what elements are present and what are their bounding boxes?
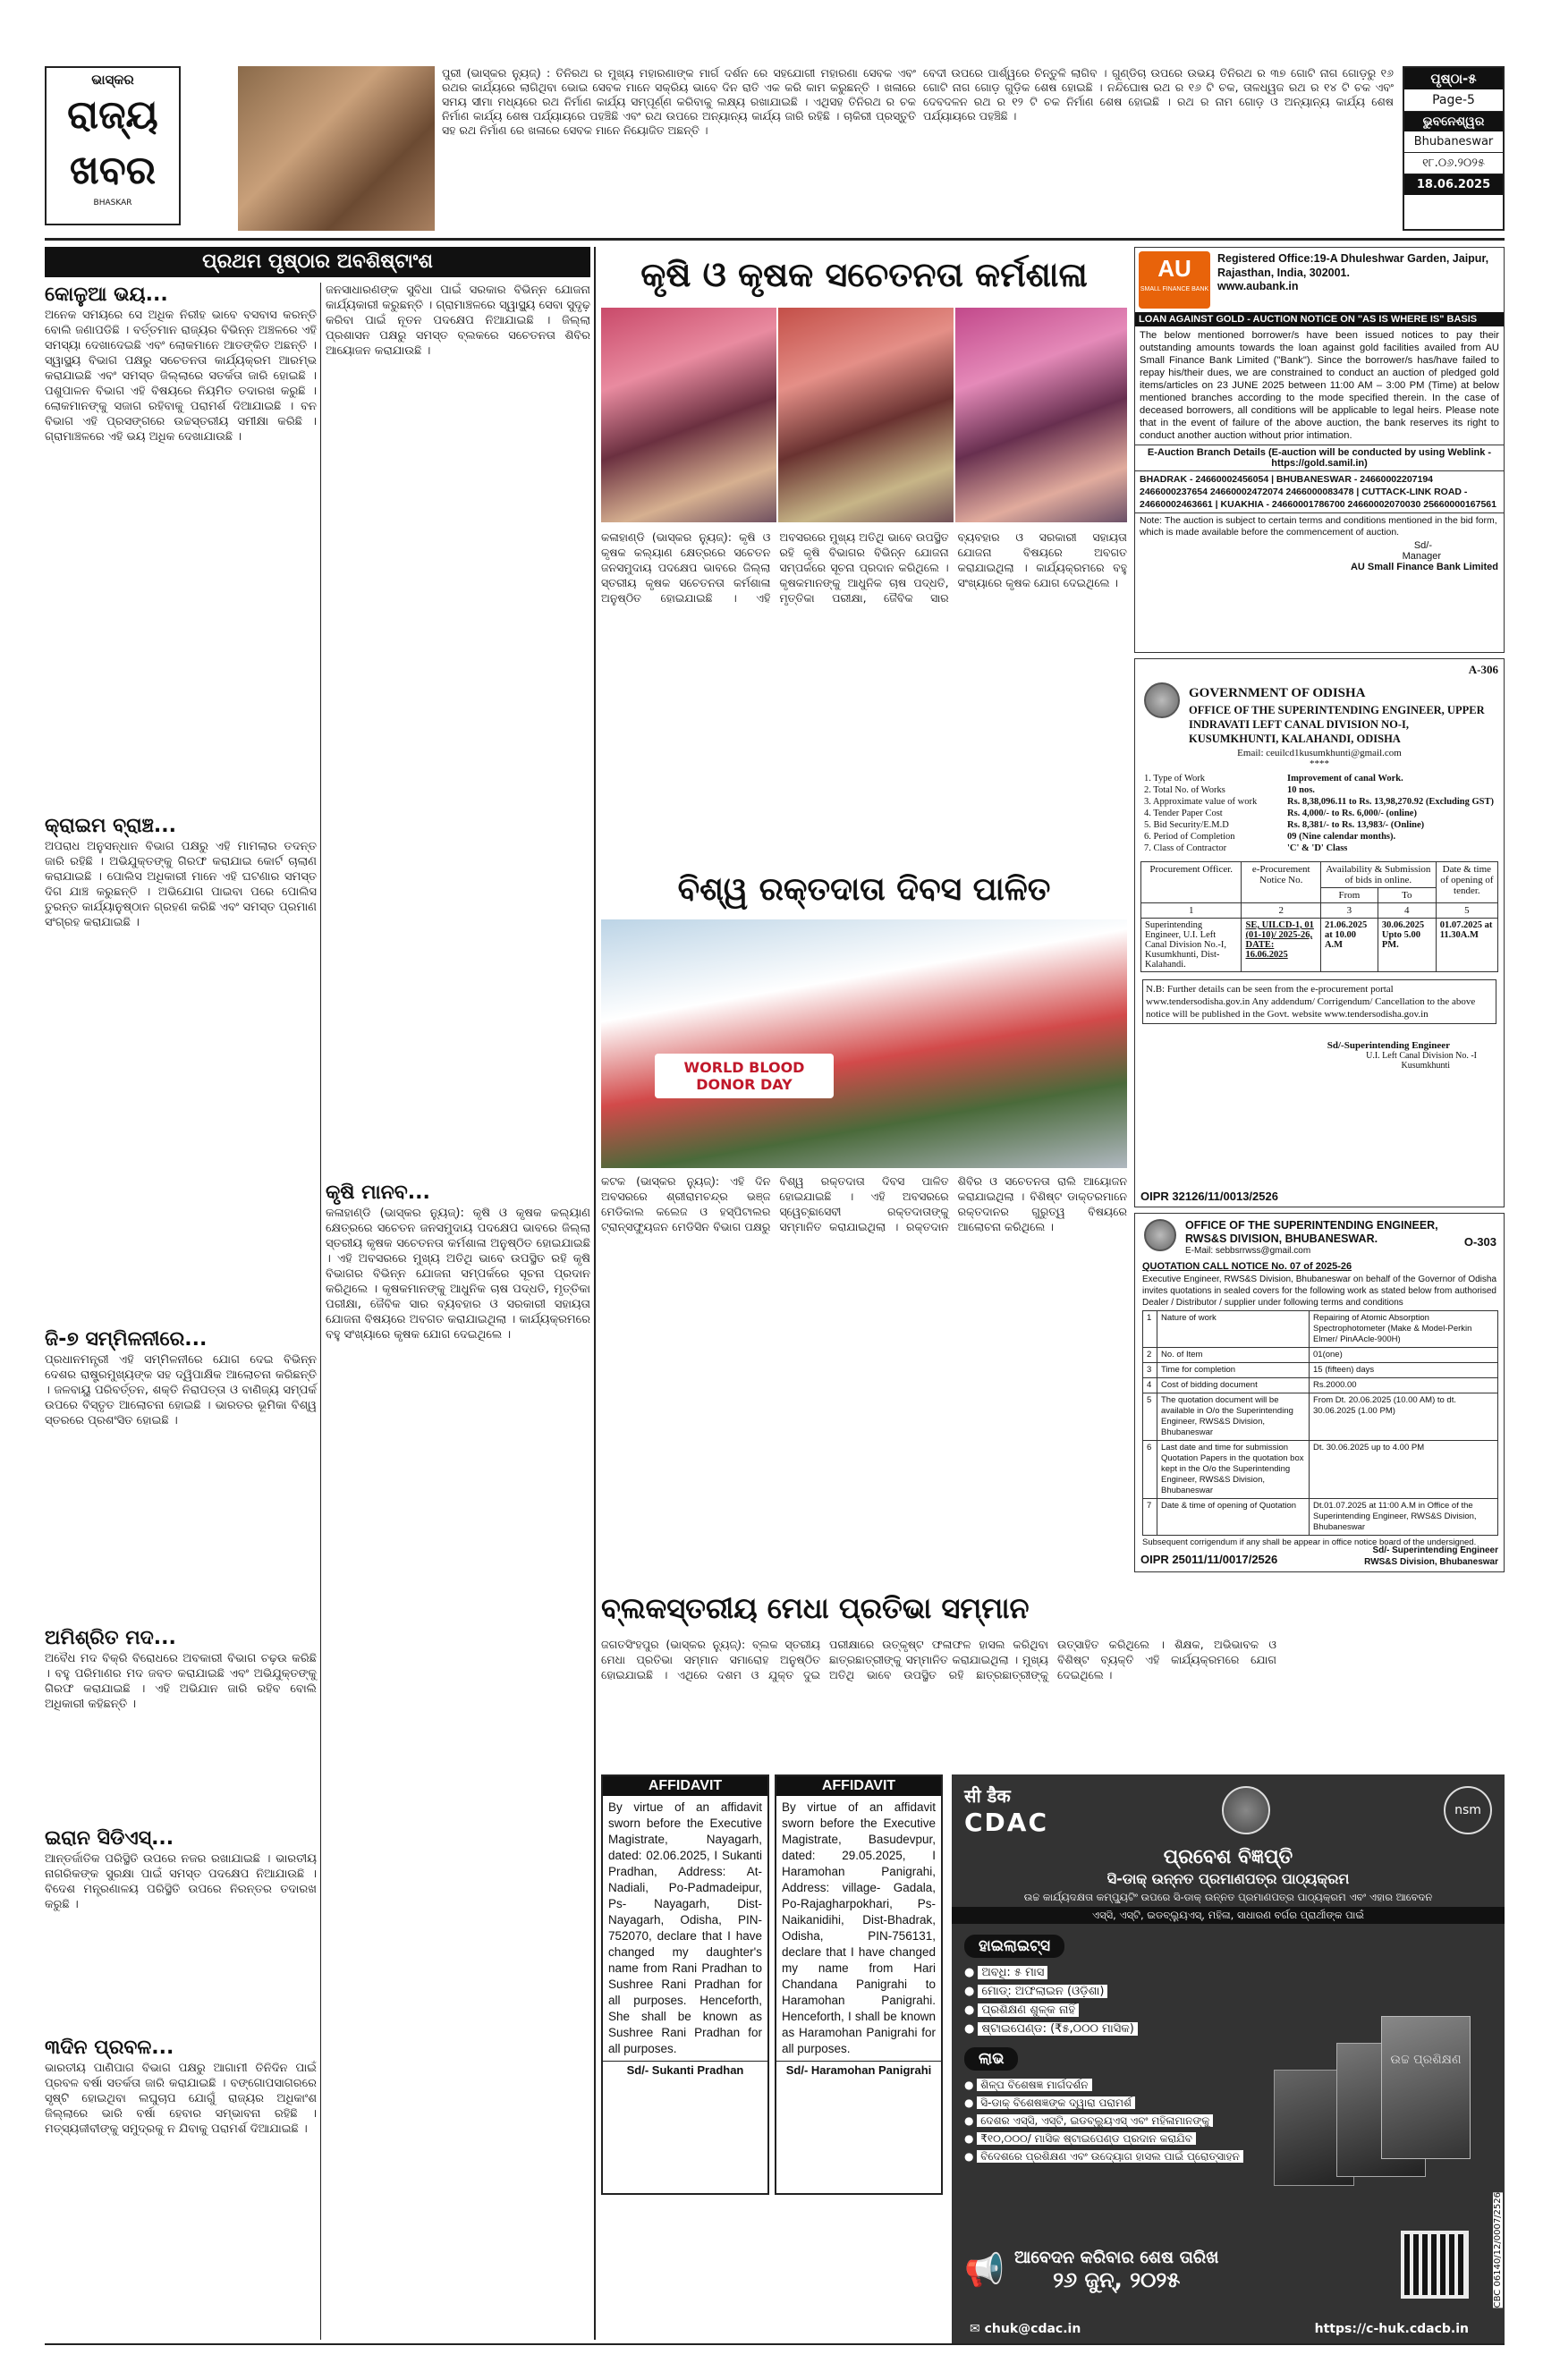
cdac-title: ପ୍ରବେଶ ବିଜ୍ଞପ୍ତି <box>1163 1846 1293 1868</box>
odisha-oipr: OIPR 32126/11/0013/2526 <box>1140 1190 1278 1203</box>
th-notice: e-Procurement Notice No. <box>1242 862 1320 903</box>
odisha-item-label: 2. Total No. of Works <box>1144 785 1225 795</box>
rwss-code: O-303 <box>1463 1235 1496 1249</box>
rwss-cell: 6 <box>1143 1441 1157 1499</box>
section-body: ଆନ୍ତର୍ଜାତିକ ପରିସ୍ଥିତି ଉପରେ ନଜର ରଖାଯାଇଛି । ଭାରତୀୟ ନାଗରିକଙ୍କ ସୁରକ୍ଷା ପାଇଁ ସମସ୍ତ ପଦକ୍ଷେପ ନିଆଯାଉଛି । ବିଦେଶ ମନ୍ତ୍ରଣାଳୟ ପରିସ୍ଥିତି ଉପରେ ନିରନ୍ତର ତଦାରଖ କରୁଛି । <box>45 1852 317 1911</box>
section-title: କୋଳୁଆ ଭୟ... <box>45 284 168 306</box>
deadline-date: ୨୬ ଜୁନ୍, ୨୦୨୫ <box>1053 2267 1181 2292</box>
section-2 <box>45 814 317 1322</box>
section-title: ଜି-୭ ସମ୍ମିଳନୀରେ... <box>45 1328 208 1351</box>
odisha-stars: **** <box>1310 758 1329 769</box>
highlight-text: ପ୍ରଶିକ୍ଷଣ ଶୁଳ୍କ ନାହିଁ <box>978 2003 1079 2017</box>
medha-body: ଜଗତସିଂହପୁର (ଭାସ୍କର ନ୍ୟୁଜ୍): ବ୍ଲକ ସ୍ତରୀୟ ମେଧା ପ୍ରତିଭା ସମ୍ମାନ ସମାରୋହ ଅନୁଷ୍ଠିତ ହୋଇଯାଇଛି । ଏଥିରେ ଦଶମ ଓ ଯୁକ୍ତ ଦୁଇ ପରୀକ୍ଷାରେ ଉତ୍କୃଷ୍ଟ ଫଳାଫଳ ହାସଲ କରିଥିବା ଛାତ୍ରଛାତ୍ରୀଙ୍କୁ ସମ୍ମାନିତ କରାଯାଇଥିଲା । ମୁଖ୍ୟ ଅତିଥି ଭାବେ ଉପସ୍ଥିତ ରହି ଛାତ୍ରଛାତ୍ରୀଙ୍କୁ ଉତ୍ସାହିତ କରିଥିଲେ । ଶିକ୍ଷକ, ଅଭିଭାବକ ଓ ବିଶିଷ୍ଟ ବ୍ୟକ୍ତି ଏହି କାର୍ଯ୍ୟକ୍ରମରେ ଯୋଗ ଦେଇଥିଲେ । <box>601 1638 1276 1681</box>
au-body: The below mentioned borrower/s have been issued notices to pay their outstanding amounts towards the loan against gold facilities availed from AU Small Finance Bank Limited ("Bank"). Since the borrower/s has/have failed to repay his/their dues, we are constrained to conduct an auction of pledged gold items/articles on 23 JUNE 2025 between 11:00 AM – 3:00 PM (Time) at below mentioned branches according to the mode specified therein. In the case of deceased borrowers, all conditions will be applicable to legal heirs. Please note that in the event of failure of the above auction, the bank reserves its right to conduct another auction without prior intimation. <box>1140 330 1499 441</box>
logo-main: ରାଜ୍ୟ ଖବର <box>67 92 158 193</box>
au-logo-sub: SMALL FINANCE BANK <box>1140 286 1209 292</box>
section-body: ଅପରାଧ ଅନୁସନ୍ଧାନ ବିଭାଗ ପକ୍ଷରୁ ଏହି ମାମଲାର ତଦନ୍ତ ଜାରି ରହିଛି । ଅଭିଯୁକ୍ତଙ୍କୁ ଗିରଫ କରାଯାଇ କୋର୍ଟ ଚାଲାଣ କରାଯାଇଛି । ପୋଲିସ ଅଧିକାରୀ ମାନେ ଏହି ଘଟଣାର ସମସ୍ତ ଦିଗ ଯାଞ୍ଚ କରୁଛନ୍ତି । ଅଭିଯୋଗ ପାଇବା ପରେ ପୋଲିସ ତୁରନ୍ତ କାର୍ଯ୍ୟାନୁଷ୍ଠାନ ଗ୍ରହଣ କରିଛି ଏବଂ ସମସ୍ତ ପ୍ରମାଣ ସଂଗ୍ରହ କରାଯାଇଛି । <box>45 840 317 929</box>
rwss-row <box>1143 1311 1498 1348</box>
cdac-logo <box>964 1783 1048 1837</box>
highlight-item: ● ପ୍ରଶିକ୍ଷଣ ଶୁଳ୍କ ନାହିଁ <box>964 2001 1224 2020</box>
odisha-item-label: 4. Tender Paper Cost <box>1144 809 1223 818</box>
benefit-text: ଦେଶର ଏସ୍‌ସି, ଏସ୍‌ଟି, ଇଡବ୍ଲ୍ୟୁଏସ୍ ଏବଂ ମହିଳାମାନଙ୍କୁ <box>977 2114 1213 2127</box>
email-text: chuk@cdac.in <box>984 2322 1081 2336</box>
rwss-cell: Repairing of Atomic Absorption Spectrophotometer (Make & Model-Perkin Elmer/ PinAAcle-900H) <box>1310 1311 1498 1348</box>
au-bank-notice <box>1134 247 1505 653</box>
notice-code: A-306 <box>1468 663 1498 676</box>
rwss-email: E-Mail: sebbsrrwss@gmail.com <box>1185 1246 1311 1256</box>
section-1 <box>45 283 317 809</box>
odisha-tender-notice <box>1134 658 1505 1207</box>
cdac-sub1: ସି-ଡାକ୍ ଉନ୍ନତ ପ୍ରମାଣପତ୍ର ପାଠ୍ୟକ୍ରମ <box>1106 1870 1350 1887</box>
section-body: ପ୍ରଧାନମନ୍ତ୍ରୀ ଏହି ସମ୍ମିଳନୀରେ ଯୋଗ ଦେଇ ବିଭିନ୍ନ ଦେଶର ରାଷ୍ଟ୍ରମୁଖ୍ୟଙ୍କ ସହ ଦ୍ୱିପାକ୍ଷିକ ଆଲୋଚନା କରିଛନ୍ତି । ଜଳବାୟୁ ପରିବର୍ତ୍ତନ, ଶକ୍ତି ନିରାପତ୍ତା ଓ ବାଣିଜ୍ୟ ସମ୍ପର୍କ ଉପରେ ବିସ୍ତୃତ ଆଲୋଚନା ହୋଇଛି । ଭାରତର ଭୂମିକା ବିଶ୍ୱ ସ୍ତରରେ ପ୍ରଶଂସିତ ହୋଇଛି । <box>45 1353 317 1427</box>
benefit-text: ବିଦେଶରେ ପ୍ରଶିକ୍ଷଣ ଏବଂ ଉଦ୍ୟୋଗ ହାସଲ ପାଇଁ ପ୍ରୋତ୍ସାହନ <box>977 2150 1243 2163</box>
section-3 <box>45 1327 317 1621</box>
date-odia: ୧୮.୦୬.୨୦୨୫ <box>1404 153 1503 174</box>
section-title: କ୍ରାଇମ ବ୍ରାଞ୍ଚ... <box>45 815 176 837</box>
section-body: ଭାରତୀୟ ପାଣିପାଗ ବିଭାଗ ପକ୍ଷରୁ ଆଗାମୀ ତିନିଦିନ ପାଇଁ ପ୍ରବଳ ବର୍ଷା ସତର୍କତା ଜାରି କରାଯାଇଛି । ବଙ୍ଗୋପସାଗରରେ ସୃଷ୍ଟି ହୋଇଥିବା ଲଘୁଚାପ ଯୋଗୁଁ ରାଜ୍ୟର ଅଧିକାଂଶ ଜିଲ୍ଲାରେ ଭାରି ବର୍ଷା ହେବାର ସମ୍ଭାବନା ରହିଛି । ମତ୍ସ୍ୟଜୀବୀଙ୍କୁ ସମୁଦ୍ରକୁ ନ ଯିବାକୁ ପରାମର୍ଶ ଦିଆଯାଇଛି । <box>45 2062 317 2136</box>
top-story: ପୁରୀ (ଭାସ୍କର ନ୍ୟୁଜ୍) : ତିନିରଥ ର ମୁଖ୍ୟ ମହାରଣାଙ୍କ ମାର୍ଗ ଦର୍ଶନ ରେ ସହଯୋଗୀ ମହାରଣା ସେବକ ଏବଂ ରଥର କାର୍ଯ୍ୟରେ ଲାଗିଥିବା ଭୋଇ ସେବକ ମାନେ ସକ୍ରିୟ ଭାବେ ଦିନ ରାତି ଏକ କରି କାମ କରୁଛନ୍ତି । ଖଳାରେ ସମୟ ସୀମା ମଧ୍ୟରେ ରଥ ନିର୍ମାଣ କାର୍ଯ୍ୟ ସମ୍ପୂର୍ଣ୍ଣ କରିବାକୁ ଲକ୍ଷ୍ୟ ରଖାଯାଇଛି । ଏଥିସହ ତିନିରଥ ର ଚକ ନିର୍ମାଣ କାର୍ଯ୍ୟ ଶେଷ ପର୍ଯ୍ୟାୟରେ ପହଞ୍ଚିଛି ଏବଂ ରଥ ଉପରେ ଅନ୍ୟାନ୍ୟ କାର୍ଯ୍ୟ ଜାରି ରହିଛି । ଚାକିରୀ ପ୍ରସ୍ତୁତି ସହ ରଥ ନିର୍ମାଣ ରେ ଖଳାରେ ସେବକ ମାନେ ନିୟୋଜିତ ଅଛନ୍ତି । <box>442 66 916 137</box>
odisha-item-row <box>1144 784 1495 796</box>
row-notice: SE, UILCD-1, 01 (01-10)/ 2025-26, DATE: 16.06.2025 <box>1242 919 1320 972</box>
odisha-item-value: Rs. 4,000/- to Rs. 6,000/- (online) <box>1287 809 1417 818</box>
col2-text-b: କଳାହାଣ୍ଡି (ଭାସ୍କର ନ୍ୟୁଜ୍): କୃଷି ଓ କୃଷକ କଲ୍ୟାଣ କ୍ଷେତ୍ରରେ ସଚେତନ ଜନସମୁଦାୟ ପଦକ୍ଷେପ ଭାବରେ ଜିଲ୍ଲା ସ୍ତରୀୟ କୃଷକ ସଚେତନତା କର୍ମଶାଳା ଅନୁଷ୍ଠିତ ହୋଇଯାଇଛି । ଏହି ଅବସରରେ ମୁଖ୍ୟ ଅତିଥି ଭାବେ ଉପସ୍ଥିତ ରହି କୃଷି ବିଭାଗର ବିଭିନ୍ନ ଯୋଜନା ସମ୍ପର୍କରେ ସୂଚନା ପ୍ରଦାନ କରିଥିଲେ । କୃଷକମାନଙ୍କୁ ଆଧୁନିକ ଚାଷ ପଦ୍ଧତି, ମୃତ୍ତିକା ପରୀକ୍ଷା, ଜୈବିକ ସାର ବ୍ୟବହାର ଓ ସରକାରୀ ସହାୟତା ଯୋଜନା ବିଷୟରେ ଅବଗତ କରାଯାଇଥିଲା । କାର୍ଯ୍ୟକ୍ରମରେ ବହୁ ସଂଖ୍ୟାରେ କୃଷକ ଯୋଗ ଦେଇଥିଲେ । <box>326 1207 590 1342</box>
benefit-text: ଶିଳ୍ପ ବିଶେଷଜ୍ଞ ମାର୍ଗଦର୍ଶନ <box>977 2079 1091 2091</box>
au-logo <box>1139 251 1210 309</box>
section-title: ଇରାନ ସିଡିଏସ୍... <box>45 1827 174 1850</box>
highlights-title: ହାଇଲାଇଟ୍ସ <box>964 1935 1064 1958</box>
cdac-logo-hindi: सी डैक <box>964 1785 1011 1807</box>
middle-left-column <box>326 283 590 2340</box>
logo-top: ଭାସ୍କର <box>91 72 134 88</box>
nsm-logo: nsm <box>1444 1786 1492 1834</box>
odisha-item-value: Improvement of canal Work. <box>1287 774 1403 783</box>
rwss-cell: Dt. 30.06.2025 up to 4.00 PM <box>1310 1441 1498 1499</box>
rwss-cell: 2 <box>1143 1348 1157 1363</box>
book-label: ଉଚ୍ଚ ପ୍ରଶିକ୍ଷଣ <box>1381 2016 1471 2159</box>
highlight-item: ● ଷ୍ଟାଇପେଣ୍ଡ: (₹୫,୦୦୦ ମାସିକ) <box>964 2020 1224 2038</box>
highlight-item: ● ମୋଡ୍: ଅଫଲାଇନ (ଓଡ଼ିଶା) <box>964 1982 1224 2001</box>
rwss-office: OFFICE OF THE SUPERINTENDING ENGINEER, RWS&S DIVISION, BHUBANESWAR. <box>1185 1219 1438 1245</box>
highlight-item: ● ଅବଧି: ୫ ମାସ <box>964 1963 1224 1982</box>
rwss-cell: Date & time of opening of Quotation <box>1157 1499 1310 1536</box>
au-web: www.aubank.in <box>1217 280 1299 292</box>
th-officer: Procurement Officer. <box>1141 862 1242 903</box>
odisha-item-label: 6. Period of Completion <box>1144 832 1235 842</box>
rwss-cell: 5 <box>1143 1393 1157 1441</box>
blood-body: କଟକ (ଭାସ୍କର ନ୍ୟୁଜ୍): ଏହି ଦିନ ଅବସରରେ ଶ୍ରୀରାମଚନ୍ଦ୍ର ଭଞ୍ଜ ମେଡିକାଲ କଲେଜ ଓ ହସ୍ପିଟାଲର ଟ୍ରାନ୍ସଫ୍ୟୁଜନ ମେଡିସିନ ବିଭାଗ ପକ୍ଷରୁ ବିଶ୍ୱ ରକ୍ତଦାତା ଦିବସ ପାଳିତ ହୋଇଯାଇଛି । ଏହି ଅବସରରେ ସ୍ୱେଚ୍ଛାସେବୀ ରକ୍ତଦାତାଙ୍କୁ ସମ୍ମାନିତ କରାଯାଇଥିଲା । ରକ୍ତଦାନ ଶିବିର ଓ ସଚେତନତା ରାଲି ଆୟୋଜନ କରାଯାଇଥିଲା । ବିଶିଷ୍ଟ ଡାକ୍ତରମାନେ ରକ୍ତଦାନର ଗୁରୁତ୍ୱ ବିଷୟରେ ଆଲୋଚନା କରିଥିଲେ । <box>601 1174 1127 1233</box>
th-from: From <box>1320 888 1378 903</box>
highlights-list <box>964 1963 1224 2038</box>
cdac-sub2: ଉଚ୍ଚ କାର୍ଯ୍ୟଦକ୍ଷତା କମ୍ପ୍ୟୁଟିଂ ଉପରେ ସି-ଡାକ୍ ଉନ୍ନତ ପ୍ରମାଣପତ୍ର ପାଠ୍ୟକ୍ରମ ଏବଂ ଏହାର ଆବେଦନ <box>1023 1891 1433 1903</box>
odisha-item-label: 7. Class of Contractor <box>1144 843 1227 853</box>
cdac-logo-text: CDAC <box>964 1808 1049 1837</box>
rwss-cell: Rs.2000.00 <box>1310 1378 1498 1393</box>
th-opening: Date & time of opening of tender. <box>1436 862 1497 903</box>
rwss-sd2: RWS&S Division, Bhubaneswar <box>1364 1557 1498 1567</box>
th-to: To <box>1378 888 1436 903</box>
col2-text: ଜନସାଧାରଣଙ୍କ ସୁବିଧା ପାଇଁ ସରକାର ବିଭିନ୍ନ ଯୋଜନା କାର୍ଯ୍ୟକାରୀ କରୁଛନ୍ତି । ଗ୍ରାମାଞ୍ଚଳରେ ସ୍ୱାସ୍ଥ୍ୟ ସେବା ସୁଦୃଢ଼ କରିବା ପାଇଁ ନୂତନ ପଦକ୍ଷେପ ନିଆଯାଇଛି । ଜିଲ୍ଲା ପ୍ରଶାସନ ପକ୍ଷରୁ ସମସ୍ତ ବ୍ଲକରେ ସଚେତନତା ଶିବିର ଆୟୋଜନ କରାଯାଉଛି । <box>326 284 590 358</box>
au-branches: BHADRAK - 2466000245605​4 | BHUBANESWAR - 2466000220719​4 2466000237654 2466000247207​4 2466000083478 | CUTTACK-LINK ROAD - 2466000246366​1 | KUAKHIA - 2466000178670​0 2466000207003​0 2566000016756​1 <box>1140 474 1496 510</box>
section-body: ଅବୈଧ ମଦ ବିକ୍ରି ବିରୋଧରେ ଅବକାରୀ ବିଭାଗ ଚଢ଼ଉ କରିଛି । ବହୁ ପରିମାଣର ମଦ ଜବତ କରାଯାଇଛି ଏବଂ ଅଭିଯୁକ୍ତଙ୍କୁ ଗିରଫ କରାଯାଇଛି । ଏହି ଅଭିଯାନ ଜାରି ରହିବ ବୋଲି ଅଧିକାରୀ କହିଛନ୍ତି । <box>45 1652 317 1711</box>
rwss-cell: From Dt. 20.06.2025 (10.00 AM) to dt. 30.06.2025 (1.00 PM) <box>1310 1393 1498 1441</box>
odisha-emblem <box>1144 682 1180 718</box>
krishi-photo-3 <box>955 308 1127 522</box>
benefits-list <box>964 2076 1259 2165</box>
au-logo-text: AU <box>1157 255 1191 282</box>
num-2: 2 <box>1242 903 1320 919</box>
deadline-box <box>964 2235 1358 2305</box>
odisha-item-value: 10 nos. <box>1287 785 1315 795</box>
blood-banner: WORLD BLOOD DONOR DAY <box>655 1054 834 1098</box>
affidavit-body: By virtue of an affidavit sworn before the Executive Magistrate, Nayagarh, dated: 02.06.2025, I Sukanti Pradhan, Address: At-Nadiali, Po-Padmadeipur, Ps- Nayagarh, Dist-Nayagarh, Odisha, PIN-752070, declare that I have changed my daughter's name from Rani Pradhan to Sushree Rani Pradhan for all purposes. Henceforth, She shall be known as Sushree Rani Pradhan for all purposes. <box>608 1800 762 2055</box>
affidavit-sign: Sd/- Sukanti Pradhan <box>603 2061 767 2079</box>
odisha-item-value: 09 (Nine calendar months). <box>1287 832 1396 842</box>
highlight-text: ମୋଡ୍: ଅଫଲାଇନ (ଓଡ଼ିଶା) <box>978 1985 1107 1998</box>
au-reg: Registered Office:19-A Dhuleshwar Garden, Jaipur, Rajasthan, India, 302001. <box>1217 252 1489 279</box>
qr-code <box>1401 2231 1469 2299</box>
highlight-text: ଷ୍ଟାଇପେଣ୍ଡ: (₹୫,୦୦୦ ମାସିକ) <box>978 2022 1137 2036</box>
city-en: Bhubaneswar <box>1404 131 1503 153</box>
cdac-sub3: ଏସ୍‌ସି, ଏସ୍‌ଟି, ଇଡବ୍ଲ୍ୟୁଏସ୍, ମହିଳା, ସାଧାରଣ ବର୍ଗର ପ୍ରାର୍ଥୀଙ୍କ ପାଇଁ <box>952 1907 1505 1924</box>
row-from: 21.06.2025 at 10.00 A.M <box>1320 919 1378 972</box>
rwss-cell: 15 (fifteen) days <box>1310 1363 1498 1378</box>
affidavit-head: AFFIDAVIT <box>603 1776 767 1796</box>
date-en: 18.06.2025 <box>1404 174 1503 195</box>
section-6 <box>45 2036 317 2293</box>
odisha-email: Email: ceuilcd1kusumkhunti@gmail.com <box>1237 748 1402 758</box>
rwss-cell: No. of Item <box>1157 1348 1310 1363</box>
au-head: LOAN AGAINST GOLD - AUCTION NOTICE ON "AS IS WHERE IS" BASIS <box>1135 312 1504 326</box>
rwss-row <box>1143 1499 1498 1536</box>
rwss-cell: 1 <box>1143 1311 1157 1348</box>
rwss-cell: The quotation document will be available in O/o the Superintending Engineer, RWS&S Division, Bhubaneswar <box>1157 1393 1310 1441</box>
page-odia: ପୃଷ୍ଠା-୫ <box>1404 68 1503 89</box>
cdac-email[interactable]: ✉ chuk@cdac.in <box>970 2322 1081 2336</box>
odisha-sd: Sd/-Superintending Engineer <box>1327 1040 1450 1051</box>
odisha-item-label: 3. Approximate value of work <box>1144 797 1258 807</box>
medha-title: ବ୍ଲକସ୍ତରୀୟ ମେଧା ପ୍ରତିଭା ସମ୍ମାନ <box>601 1591 1030 1625</box>
odisha-items <box>1135 769 1504 854</box>
rwss-notice <box>1134 1213 1505 1572</box>
num-1: 1 <box>1141 903 1242 919</box>
benefit-item: ● ₹୧୦,୦୦୦/ ମାସିକ ଷ୍ଟାଇପେଣ୍ଡ ପ୍ରଦାନ କରାଯିବ <box>964 2130 1259 2147</box>
rwss-table <box>1142 1310 1498 1536</box>
city-odia: ଭୁବନେଶ୍ୱର <box>1404 112 1503 131</box>
num-3: 3 <box>1320 903 1378 919</box>
blood-title: ବିଶ୍ୱ ରକ୍ତଦାତା ଦିବସ ପାଳିତ <box>677 871 1051 908</box>
section-4 <box>45 1626 317 1821</box>
benefits-title: ଲାଭ <box>964 2047 1018 2071</box>
rwss-cell: Last date and time for submission Quotation Papers in the quotation box kept in the O/o the Superintending Engineer, RWS&S Division, Bhubaneswar <box>1157 1441 1310 1499</box>
section-body: ଅନେକ ସମୟରେ ସେ ଅଧିକ ନିରୀହ ଭାବେ ବସବାସ କରନ୍ତି ବୋଲି ଜଣାପଡିଛି । ବର୍ତ୍ତମାନ ରାଜ୍ୟର ବିଭିନ୍ନ ଅଞ୍ଚଳରେ ଏହି ସମସ୍ୟା ଦେଖାଦେଇଛି ଏବଂ ଲୋକମାନେ ଆତଙ୍କିତ ଅଛନ୍ତି । ସ୍ୱାସ୍ଥ୍ୟ ବିଭାଗ ପକ୍ଷରୁ ସଚେତନତା କାର୍ଯ୍ୟକ୍ରମ ଆରମ୍ଭ କରାଯାଇଛି ଏବଂ ସମସ୍ତ ଜିଲ୍ଲାରେ ସତର୍କତା ଜାରି ହୋଇଛି । ପଶୁପାଳନ ବିଭାଗ ଏହି ବିଷୟରେ ନିୟମିତ ତଦାରଖ କରୁଛି । ଲୋକମାନଙ୍କୁ ସଜାଗ ରହିବାକୁ ପରାମର୍ଶ ଦିଆଯାଇଛି । ବନ ବିଭାଗ ଏହି ପ୍ରସଙ୍ଗରେ ଉଚ୍ଚସ୍ତରୀୟ ସମୀକ୍ଷା କରିଛି । ଗ୍ରାମାଞ୍ଚଳରେ ଏହି ଭୟ ଅଧିକ ଦେଖାଯାଉଛି । <box>45 309 317 444</box>
affidavit-2 <box>775 1774 943 2195</box>
rwss-intro: Executive Engineer, RWS&S Division, Bhubaneswar on behalf of the Governor of Odisha invites quotations in sealed covers for the following work as stated below from authorised Dealer / Distributor / supplier under following terms and conditions <box>1142 1275 1496 1308</box>
odisha-item-label: 1. Type of Work <box>1144 774 1206 783</box>
rwss-cell: Cost of bidding document <box>1157 1378 1310 1393</box>
odisha-item-label: 5. Bid Security/E.M.D <box>1144 820 1229 830</box>
odisha-item-value: Rs. 8,38,096.11 to Rs. 13,98,270.92 (Excluding GST) <box>1287 797 1495 807</box>
affidavit-sign: Sd/- Haramohan Panigrahi <box>776 2061 941 2079</box>
megaphone-icon: 📢 <box>964 2252 1005 2289</box>
odisha-sd2: U.I. Left Canal Division No. -I <box>1366 1051 1477 1061</box>
odisha-item-row <box>1144 843 1495 854</box>
rwss-oipr: OIPR 25011/11/0017/2526 <box>1140 1553 1278 1566</box>
masthead-logo <box>45 66 181 225</box>
cdac-ad <box>952 1774 1505 2343</box>
left-column <box>45 283 317 2340</box>
num-4: 4 <box>1378 903 1436 919</box>
rwss-call: QUOTATION CALL NOTICE No. 07 of 2025-26 <box>1142 1261 1352 1272</box>
benefit-item: ● ବିଦେଶରେ ପ୍ରଶିକ୍ଷଣ ଏବଂ ଉଦ୍ୟୋଗ ହାସଲ ପାଇଁ ପ୍ରୋତ୍ସାହନ <box>964 2147 1259 2165</box>
num-5: 5 <box>1436 903 1497 919</box>
krishi-photo-2 <box>778 308 954 522</box>
krishi-body: କଳାହାଣ୍ଡି (ଭାସ୍କର ନ୍ୟୁଜ୍): କୃଷି ଓ କୃଷକ କଲ୍ୟାଣ କ୍ଷେତ୍ରରେ ସଚେତନ ଜନସମୁଦାୟ ପଦକ୍ଷେପ ଭାବରେ ଜିଲ୍ଲା ସ୍ତରୀୟ କୃଷକ ସଚେତନତା କର୍ମଶାଳା ଅନୁଷ୍ଠିତ ହୋଇଯାଇଛି । ଏହି ଅବସରରେ ମୁଖ୍ୟ ଅତିଥି ଭାବେ ଉପସ୍ଥିତ ରହି କୃଷି ବିଭାଗର ବିଭିନ୍ନ ଯୋଜନା ସମ୍ପର୍କରେ ସୂଚନା ପ୍ରଦାନ କରିଥିଲେ । କୃଷକମାନଙ୍କୁ ଆଧୁନିକ ଚାଷ ପଦ୍ଧତି, ମୃତ୍ତିକା ପରୀକ୍ଷା, ଜୈବିକ ସାର ବ୍ୟବହାର ଓ ସରକାରୀ ସହାୟତା ଯୋଜନା ବିଷୟରେ ଅବଗତ କରାଯାଇଥିଲା । କାର୍ଯ୍ୟକ୍ରମରେ ବହୁ ସଂଖ୍ୟାରେ କୃଷକ ଯୋଗ ଦେଇଥିଲେ । <box>601 530 1127 605</box>
benefit-item: ● ଦେଶର ଏସ୍‌ସି, ଏସ୍‌ଟି, ଇଡବ୍ଲ୍ୟୁଏସ୍ ଏବଂ ମହିଳାମାନଙ୍କୁ <box>964 2112 1259 2130</box>
affidavit-head: AFFIDAVIT <box>776 1776 941 1796</box>
book-stack-image <box>1274 2016 1471 2195</box>
odisha-office: OFFICE OF THE SUPERINTENDING ENGINEER, UPPER INDRAVATI LEFT CANAL DIVISION NO-I, KUSUMKHUNTI, KALAHANDI, ODISHA <box>1189 704 1485 745</box>
odisha-item-row <box>1144 819 1495 831</box>
rwss-row <box>1143 1378 1498 1393</box>
krishi-photo-1 <box>601 308 776 522</box>
top-story-col3: ବେଦୀ ଉପରେ ପାର୍ଶ୍ୱରେ ଚିନ୍ତୁଳି ଲାଗିବ । ଗୁଣ୍ଡିଚା ଉପରେ ଉଭୟ ତିନିରଥ ର ୩୭ ଗୋଟି ନାଗ ଗୋଡ଼ରୁ ୧୬ ଗୋଟି ନାଗ ଗୋଡ଼ ଗୁଡ଼ିକ ଶେଷ ହୋଇଛି । ନନ୍ଦିଘୋଷ ରଥ ର ୧୬ ଟି ଚକ, ତାଳଧ୍ୱଜ ରଥ ର ୧୪ ଟି ଚକ ଏବଂ ଦେବଦଳନ ରଥ ର ୧୨ ଟି ଚକ ନିର୍ମାଣ ଶେଷ ହୋଇଛି । ରଥ ର ନାମ ଗୋଡ଼ ଓ ଅନ୍ୟାନ୍ୟ କାର୍ଯ୍ୟ ଶେଷ ପର୍ଯ୍ୟାୟରେ ପହଞ୍ଚିଛି । <box>923 66 1394 123</box>
rwss-row <box>1143 1441 1498 1499</box>
odisha-nb: N.B: Further details can be seen from the e-procurement portal www.tendersodisha.gov.in Any addendum/ Corrigendum/ Cancellation to the above notice will be published in the Govt. website www.tendersodisha.gov.in <box>1142 979 1496 1024</box>
odisha-item-row <box>1144 831 1495 843</box>
rwss-cell: Dt.01.07.2025 at 11:00 A.M in Office of the Superintending Engineer, RWS&S Division, Bhubaneswar <box>1310 1499 1498 1536</box>
odisha-emblem <box>1144 1219 1176 1251</box>
page-info <box>1403 66 1505 231</box>
au-sd: Sd/- <box>1413 540 1432 551</box>
blood-photo <box>601 919 1127 1168</box>
odisha-gov: GOVERNMENT OF ODISHA <box>1189 686 1366 700</box>
row-opening: 01.07.2025 at 11.30A.M <box>1436 919 1497 972</box>
emblem-icon <box>1222 1786 1270 1834</box>
rwss-row <box>1143 1348 1498 1363</box>
rwss-row <box>1143 1393 1498 1441</box>
cdac-url[interactable]: https://c-huk.cdacb.in <box>1314 2322 1469 2336</box>
odisha-item-row <box>1144 796 1495 808</box>
cdac-side-code: CBC 06140/12/0007/2526 <box>1493 2191 1503 2308</box>
benefit-text: ₹୧୦,୦୦୦/ ମାସିକ ଷ୍ଟାଇପେଣ୍ଡ ପ୍ରଦାନ କରାଯିବ <box>977 2132 1196 2145</box>
rwss-cell: 7 <box>1143 1499 1157 1536</box>
odisha-item-value: 'C' & 'D' Class <box>1287 843 1348 853</box>
affidavit-1 <box>601 1774 769 2195</box>
section-5 <box>45 1826 317 2030</box>
deadline-label: ଆବେଦନ କରିବାର ଶେଷ ତାରିଖ <box>1014 2248 1219 2267</box>
rwss-cell: Time for completion <box>1157 1363 1310 1378</box>
th-availability: Availability & Submission of bids in online. <box>1320 862 1436 888</box>
au-mgr2: AU Small Finance Bank Limited <box>1350 562 1498 572</box>
highlight-text: ଅବଧି: ୫ ମାସ <box>978 1966 1047 1979</box>
row-officer: Superintending Engineer, U.I. Left Canal Division No.-I, Kusumkhunti, Dist-Kalahandi. <box>1141 919 1242 972</box>
krishi-subhead: କୃଷି ମାନବ... <box>326 1182 430 1204</box>
rwss-cell: 3 <box>1143 1363 1157 1378</box>
krishi-title: କୃଷି ଓ କୃଷକ ସଚେତନତା କର୍ମଶାଳା <box>640 255 1088 294</box>
au-note: Note: The auction is subject to certain terms and conditions mentioned in the bid form, which is made available before the commencement of auction. <box>1135 512 1504 540</box>
benefit-item: ● ଶିଳ୍ପ ବିଶେଷଜ୍ଞ ମାର୍ଗଦର୍ଶନ <box>964 2076 1259 2094</box>
affidavit-body: By virtue of an affidavit sworn before the Executive Magistrate, Basudevpur, dated: 29.05.2025, I Haramohan Panigrahi, Address: village- Gadala, Po-Rajagharpokhari, Ps-Naikanidihi, Dist-Bhadrak, Odisha, PIN-756131, declare that I have changed my name from Hari Chandana Panigrahi to Haramohan Panigrahi. Henceforth, I shall be known as Haramohan Panigrahi for all purposes. <box>782 1800 936 2055</box>
benefit-text: ସି-ଡାକ୍ ବିଶେଷଜ୍ଞଙ୍କ ଦ୍ୱାରା ପରାମର୍ଶ <box>977 2096 1135 2109</box>
chariot-photo <box>238 66 435 231</box>
au-eauction: E-Auction Branch Details (E-auction will be conducted by using Weblink - https://gold.samil.in) <box>1135 445 1504 471</box>
logo-sub: BHASKAR <box>93 199 132 208</box>
odisha-item-value: Rs. 8,381/- to Rs. 13,983/- (Online) <box>1287 820 1425 830</box>
benefit-item: ● ସି-ଡାକ୍ ବିଶେଷଜ୍ଞଙ୍କ ଦ୍ୱାରା ପରାମର୍ଶ <box>964 2094 1259 2112</box>
odisha-table <box>1140 861 1498 972</box>
left-header: ପ୍ରଥମ ପୃଷ୍ଠାର ଅବଶିଷ୍ଟାଂଶ <box>45 247 590 277</box>
rwss-cell: 4 <box>1143 1378 1157 1393</box>
section-title: ଅମିଶ୍ରିତ ମଦ... <box>45 1627 176 1649</box>
section-title: ୩ଦିନ ପ୍ରବଳ... <box>45 2037 174 2059</box>
rwss-cell: Nature of work <box>1157 1311 1310 1348</box>
rwss-sd: Sd/- Superintending Engineer <box>1372 1546 1498 1555</box>
au-mgr: Manager <box>1402 551 1441 562</box>
odisha-item-row <box>1144 773 1495 784</box>
odisha-sd3: Kusumkhunti <box>1401 1061 1450 1071</box>
odisha-item-row <box>1144 808 1495 819</box>
rwss-foot: Subsequent corrigendum if any shall be appear in office notice board of the undersigned. <box>1142 1537 1477 1547</box>
row-to: 30.06.2025 Upto 5.00 PM. <box>1378 919 1436 972</box>
rwss-row <box>1143 1363 1498 1378</box>
rwss-cell: 01(one) <box>1310 1348 1498 1363</box>
page-en: Page-5 <box>1404 89 1503 112</box>
